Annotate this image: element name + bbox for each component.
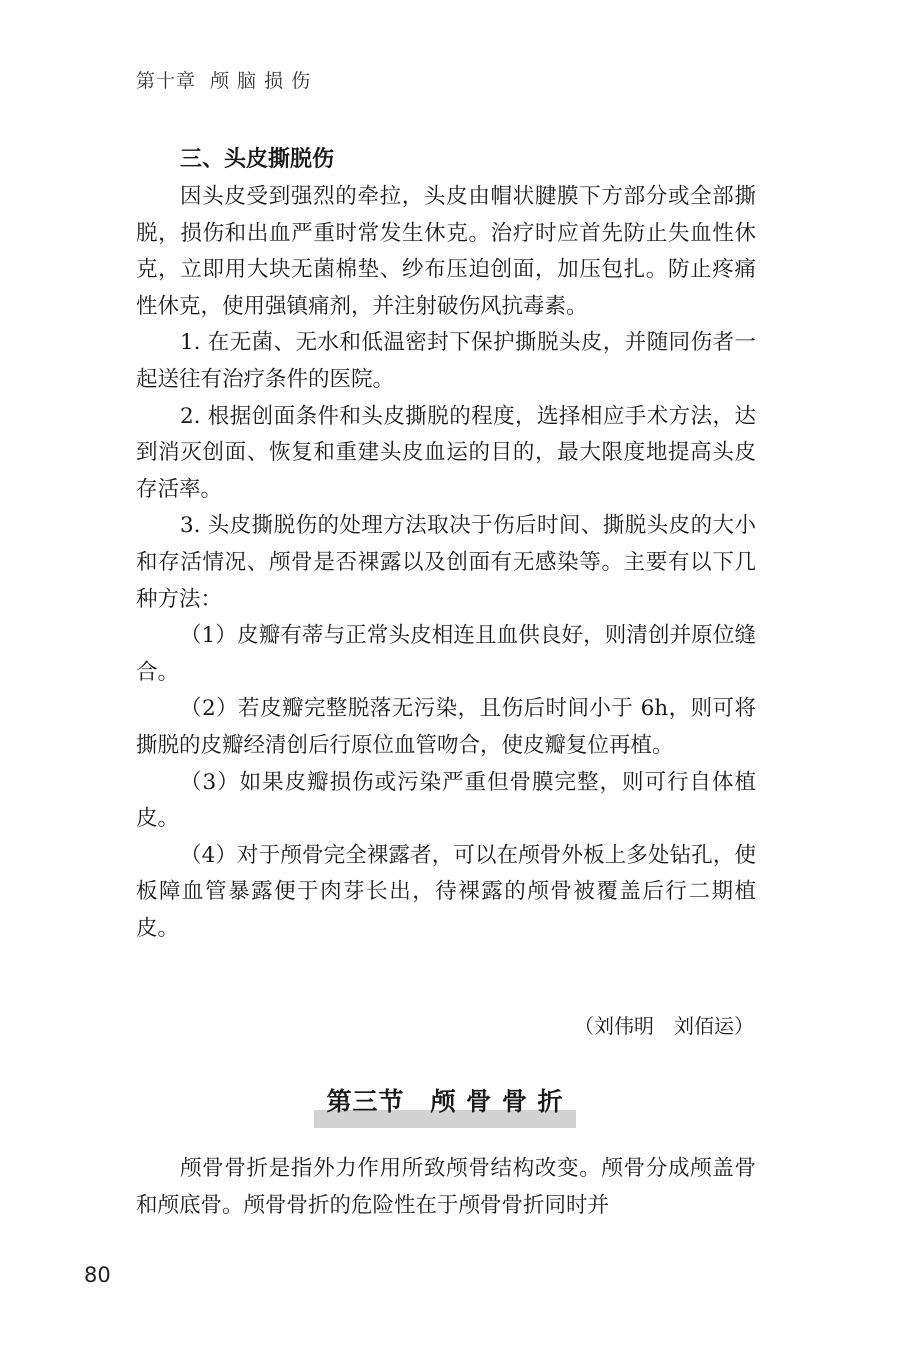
section-title-block (314, 1082, 576, 1128)
next-section-body (136, 1151, 756, 1224)
sub-item-1: （1）皮瓣有蒂与正常头皮相连且血供良好，则清创并原位缝合。 (136, 623, 756, 685)
running-head-chapter: 第十章 (136, 70, 197, 92)
sub-item-4: （4）对于颅骨完全裸露者，可以在颅骨外板上多处钻孔，使板障血管暴露便于肉芽长出，待裸露的颅骨被覆盖后行二期植皮。 (136, 842, 756, 941)
section-body (136, 141, 756, 947)
sub-item-2: （2）若皮瓣完整脱落无污染，且伤后时间小于 6h，则可将撕脱的皮瓣经清创后行原位血管吻合，使皮瓣复位再植。 (136, 696, 756, 758)
paragraph: 因头皮受到强烈的牵拉，头皮由帽状腱膜下方部分或全部撕脱，损伤和出血严重时常发生休克。治疗时应首先防止失血性休克，立即用大块无菌棉垫、纱布压迫创面，加压包扎。防止疼痛性休克，使用强镇痛剂，并注射破伤风抗毒素。 (136, 184, 756, 319)
section-title: 第三节 颅 骨 骨 折 (326, 1087, 564, 1116)
page-number: 80 (84, 1263, 111, 1287)
section-heading: 三、头皮撕脱伤 (180, 147, 335, 172)
author-attribution: （刘伟明 刘佰运） (574, 1014, 754, 1038)
running-head-title: 颅 脑 损 伤 (210, 70, 312, 92)
list-item-1: 1. 在无菌、无水和低温密封下保护撕脱头皮，并随同伤者一起送往有治疗条件的医院。 (136, 330, 756, 392)
sub-item-3: （3）如果皮瓣损伤或污染严重但骨膜完整，则可行自体植皮。 (136, 769, 756, 832)
paragraph: 颅骨骨折是指外力作用所致颅骨结构改变。颅骨分成颅盖骨和颅底骨。颅骨骨折的危险性在于颅骨骨折同时并 (136, 1156, 756, 1218)
list-item-2: 2. 根据创面条件和头皮撕脱的程度，选择相应手术方法，达到消灭创面、恢复和重建头皮血运的目的，最大限度地提高头皮存活率。 (136, 403, 756, 502)
list-item-3: 3. 头皮撕脱伤的处理方法取决于伤后时间、撕脱头皮的大小和存活情况、颅骨是否裸露以及创面有无感染等。主要有以下几种方法： (136, 513, 756, 612)
running-head (136, 66, 311, 93)
